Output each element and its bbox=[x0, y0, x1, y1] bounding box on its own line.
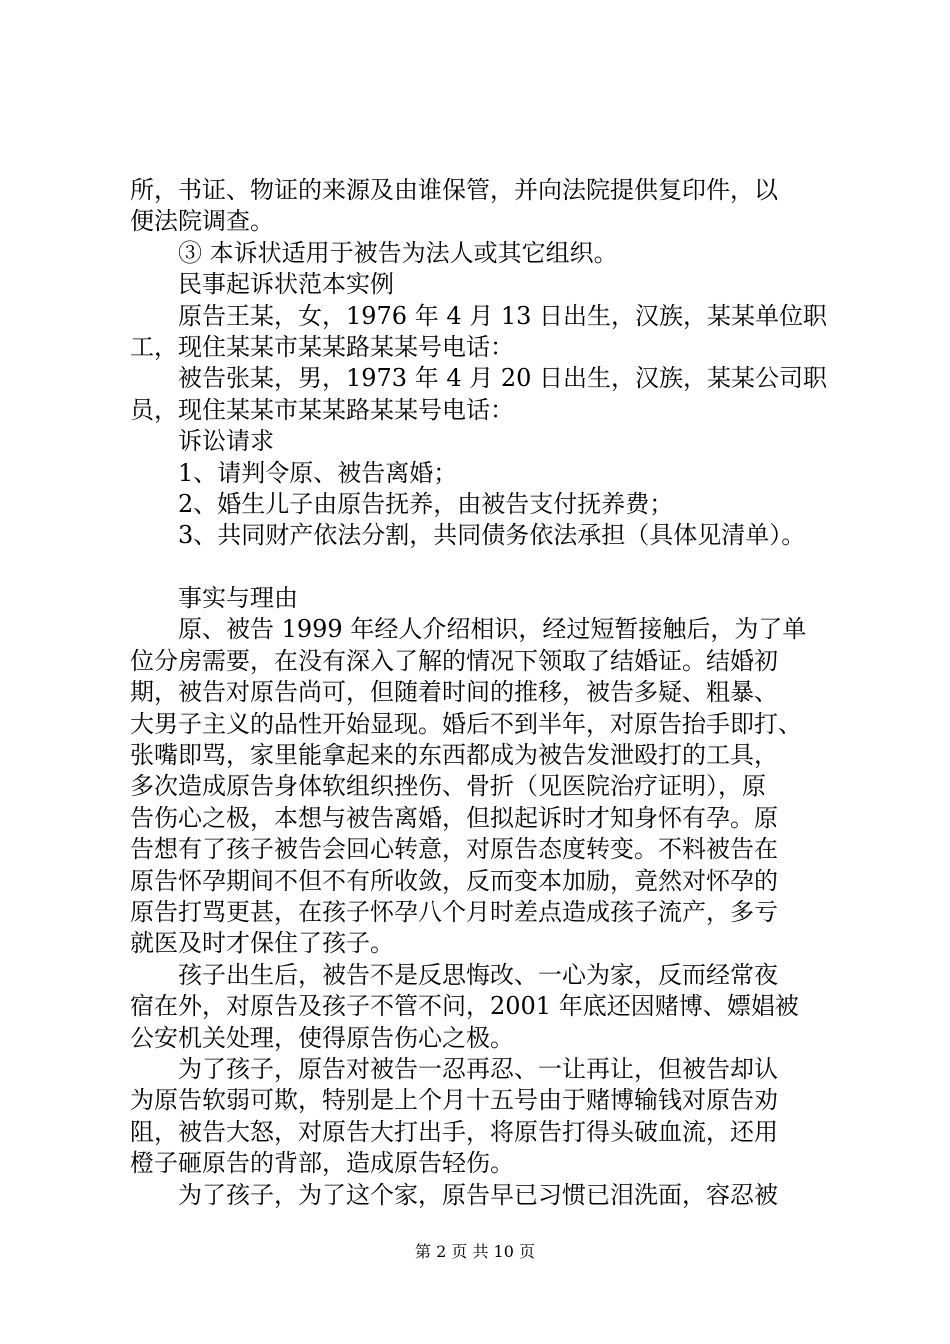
text-line: 位分房需要，在没有深入了解的情况下领取了结婚证。结婚初 bbox=[130, 646, 778, 675]
text-line: 张嘴即骂，家里能拿起来的东西都成为被告发泄殴打的工具， bbox=[130, 741, 778, 770]
note-line: ③ 本诉状适用于被告为法人或其它组织。 bbox=[178, 238, 618, 267]
defendant-info: 员，现住某某市某某路某某号电话： bbox=[130, 395, 514, 424]
blank-line bbox=[130, 552, 830, 583]
text-line: 大男子主义的品性开始显现。婚后不到半年，对原告抬手即打、 bbox=[130, 709, 802, 738]
text-line: 橙子砸原告的背部，造成原告轻伤。 bbox=[130, 1149, 514, 1178]
facts-heading: 事实与理由 bbox=[178, 584, 298, 613]
text-line: 原告怀孕期间不但不有所收敛，反而变本加励，竟然对怀孕的 bbox=[130, 866, 778, 895]
text-line: 所，书证、物证的来源及由谁保管，并向法院提供复印件，以 bbox=[130, 176, 778, 204]
plaintiff-info: 原告王某，女，1976 年 4 月 13 日出生，汉族，某某单位职 bbox=[178, 301, 828, 330]
text-line: 多次造成原告身体软组织挫伤、骨折（见医院治疗证明），原 bbox=[130, 772, 766, 801]
text-line: 为了孩子，原告对被告一忍再忍、一让再让，但被告却认 bbox=[178, 1054, 778, 1083]
defendant-info: 被告张某，男，1973 年 4 月 20 日出生，汉族，某某公司职 bbox=[178, 364, 828, 393]
document-body bbox=[130, 175, 830, 1211]
text-line: 告伤心之极，本想与被告离婚，但拟起诉时才知身怀有孕。原 bbox=[130, 803, 778, 832]
text-line: 告想有了孩子被告会回心转意，对原告态度转变。不料被告在 bbox=[130, 835, 778, 864]
text-line: 原、被告 1999 年经人介绍相识，经过短暂接触后，为了单 bbox=[178, 615, 807, 644]
claim-item: 3、共同财产依法分割，共同债务依法承担（具体见清单）。 bbox=[178, 521, 806, 550]
plaintiff-info: 工，现住某某市某某路某某号电话： bbox=[130, 332, 514, 361]
text-line: 孩子出生后，被告不是反思悔改、一心为家，反而经常夜 bbox=[178, 960, 778, 989]
claims-heading: 诉讼请求 bbox=[178, 427, 274, 456]
text-line: 便法院调查。 bbox=[130, 207, 274, 236]
page-number: 第 2 页 共 10 页 bbox=[415, 1242, 535, 1261]
text-line: 原告打骂更甚，在孩子怀孕八个月时差点造成孩子流产，多亏 bbox=[130, 897, 778, 926]
text-line: 就医及时才保住了孩子。 bbox=[130, 929, 394, 958]
text-line: 期，被告对原告尚可，但随着时间的推移，被告多疑、粗暴、 bbox=[130, 678, 778, 707]
text-line: 阻，被告大怒，对原告大打出手，将原告打得头破血流，还用 bbox=[130, 1117, 778, 1146]
text-line: 公安机关处理，使得原告伤心之极。 bbox=[130, 1023, 514, 1052]
section-heading: 民事起诉状范本实例 bbox=[178, 270, 394, 299]
text-line: 为了孩子，为了这个家，原告早已习惯已泪洗面，容忍被 bbox=[178, 1180, 778, 1209]
claim-item: 1、请判令原、被告离婚； bbox=[178, 458, 458, 487]
text-line: 为原告软弱可欺，特别是上个月十五号由于赌博输钱对原告劝 bbox=[130, 1086, 778, 1115]
page-footer bbox=[0, 1242, 950, 1262]
text-line: 宿在外，对原告及孩子不管不问，2001 年底还因赌博、嫖娼被 bbox=[130, 992, 799, 1021]
claim-item: 2、婚生儿子由原告抚养，由被告支付抚养费； bbox=[178, 489, 674, 518]
